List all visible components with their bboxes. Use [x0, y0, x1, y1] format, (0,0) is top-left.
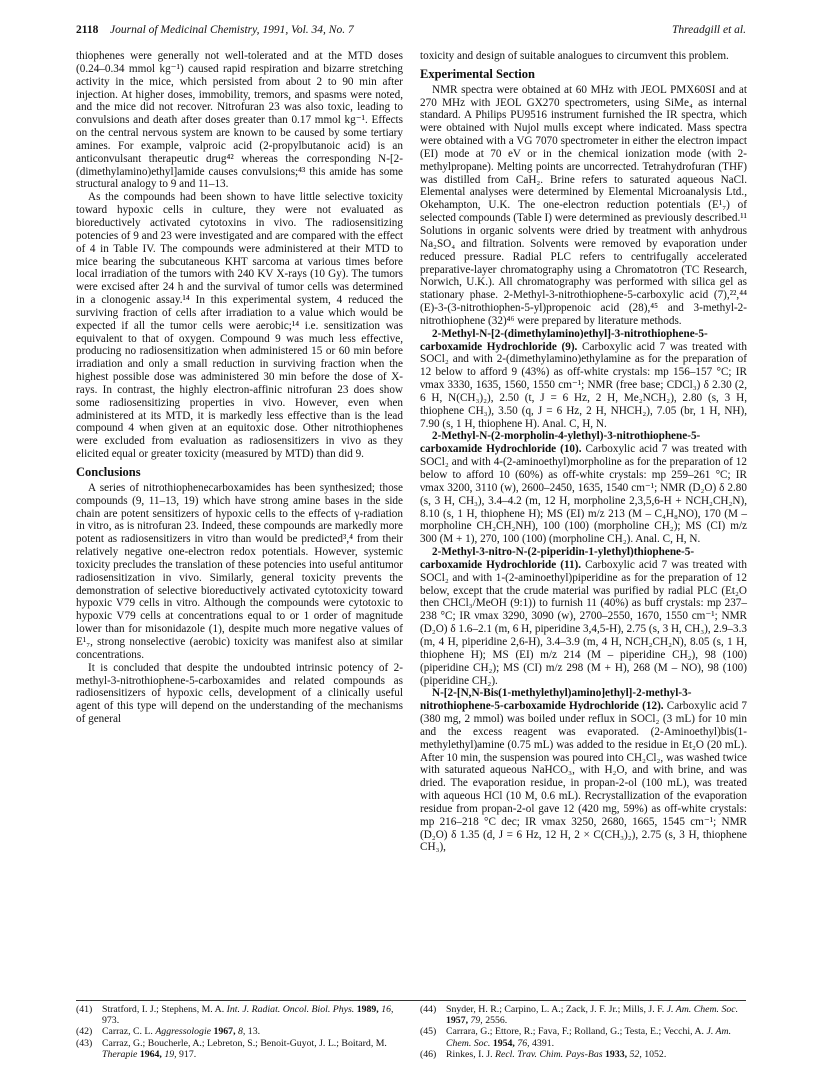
compound-9-text: Carboxylic acid 7 was treated with SOCl₂ and with 2-(dimethylamino)ethylamine as for the preparation of 12 below to afford 9 (43%) as off-white crystals: mp 156–157 °C; IR νmax 3330, 1635, 1560, 1550 cm⁻¹; NMR (free base; CDCl₃) δ 2.30 (2, 6 H, N(CH₃)₂), 2.50 (t, J = 6 Hz, 2 H, Me₂NCH₂), 2.80 (s, 3 H, thiophene CH₃), 3.50 (q, J = 6 Hz, 2 H, NHCH₂), 7.05 (br, 1 H, NH), 7.90 (s, 1 H, thiophene H). Anal. C, H, N. — [420, 340, 747, 430]
right-column — [420, 50, 747, 854]
paragraph-toxicity: thiophenes were generally not well-tolerated and at the MTD doses (0.24–0.34 mmol kg⁻¹) caused rapid respiration and bizarre stretching activity in the mice, which persisted from about 2 to 90 min after injection. At higher doses, immobility, tremors, and spasms were noted, and the mice did not recover. Nitrofuran 23 was also toxic, leading to convulsions and death after doses greater than 0.17 mmol kg⁻¹. Effects on the central nervous system are known to be caused by some tertiary amines. For example, valproic acid (2-propylbutanoic acid) is an anticonvulsant therapeutic drug⁴² whereas the corresponding N-[2-(dimethylamino)ethyl]amide causes convulsions;⁴³ this amide has some structural analogy to 9 and 11–13. — [76, 50, 403, 191]
compound-10-name: 2-Methyl-N-(2-morpholin-4-ylethyl)-3-nitrothiophene-5-carboxamide Hydrochloride (10). — [420, 430, 701, 456]
paragraph-radiosensitizing: As the compounds had been shown to have little selective toxicity toward hypoxic cells in culture, they were not evaluated as bioreductively activated cytotoxins in vivo. The radiosensitizing potencies of 9 and 23 were investigated and are compared with the effect of 4 in Table IV. The compounds were administered at their MTD to mice bearing the subcutaneous KHT sarcoma at various times before local irradiation of the tumors with 240 KV X-rays (10 Gy). The tumors were excised after 24 h and the survival of tumor cells was determined in a clonogenic assay.¹⁴ In this experimental system, 4 reduced the surviving fraction of cells after irradiation to a value which would be expected if all the tumor cells were aerobic;¹⁴ i.e. sensitization was equivalent to that of oxygen. Compound 9 was much less effective, producing no radiosensitization when administered 15 or 60 min before irradiation and only a small reduction in surviving fraction when the highest possible dose was administered 30 min before the dose of X-rays. In contrast, the highly electron-affinic nitrofuran 23 does show some radiosensitizing properties in vivo. However, even when administered at its MTD, it is markedly less effective than is the lead compound 4 when given at an equitoxic dose. Other nitrothiophenes were excluded from evaluation as radiosensitizers in vivo as they elicited equal or greater toxicity (measured by MTD) than did 9. — [76, 191, 403, 461]
paragraph-conclusions-1: A series of nitrothiophenecarboxamides has been synthesized; those compounds (9, 11–13, 19) which have strong amine bases in the side chain are potent sensitizers of hypoxic cells to the effects of γ-radiation in vitro, as is nitrofuran 23. Indeed, these compounds are markedly more potent as radiosensitizers in vitro than would be predicted³,⁴ from their relatively negative one-electron redox potentials. However, systemic toxicity precludes the translation of these potencies into useful antitumor radiosensitization in vivo. Similarly, general toxicity prevents the demonstration of selective bioreductively activated cytotoxicity toward hypoxic V79 cells in vitro. Although the compounds were cytotoxic to hypoxic V79 cells at concentrations equal to or 1 order of magnitude lower than for misonidazole (1), despite much more negative values of E¹₇, strong nonselective (aerobic) toxicity was manifest also at similar concentrations. — [76, 481, 403, 661]
compound-12-name: N-[2-[N,N-Bis(1-methylethyl)amino]ethyl]-2-methyl-3-nitrothiophene-5-carboxamide Hydrochloride (12). — [420, 687, 692, 713]
paragraph-experimental-general: NMR spectra were obtained at 60 MHz with JEOL PMX60SI and at 270 MHz with JEOL GX270 spectrometers, using SiMe₄ as internal standard. A Philips PU9516 instrument furnished the IR spectra, which were obtained with Nujol mulls except where indicated. Mass spectra were obtained with a VG 7070 spectrometer in either the electron impact (EI) mode at 70 eV or in the chemical ionization mode (with 2-methylpropane). Melting points are uncorrected. Tetrahydrofuran (THF) was distilled from CaH₂. Brine refers to saturated aqueous NaCl. Elemental analyses were determined by Elemental Microanalysis Ltd., Okehampton, U.K. The one-electron reduction potentials (E¹₇) of selected compounds (Table I) were determined as previously described.¹¹ Solutions in organic solvents were dried by treatment with anhydrous Na₂SO₄ and filtration. Solvents were removed by evaporation under reduced pressure. Radial PLC refers to centrifugally accelerated preparative-layer chromatography using a Chromatotron (TC Research, Norwich, U.K.). All chromatography was performed with silica gel as stationary phase. 2-Methyl-3-nitrothiophene-5-carboxylic acid (7),²²,⁴⁴ (E)-3-(3-nitrothiophen-5-yl)propenoic acid (28),⁴⁵ and 3-methyl-2-nitrothiophene (32)⁴⁶ were prepared by literature methods. — [420, 83, 747, 327]
references-left — [76, 1004, 406, 1060]
journal-citation: Journal of Medicinal Chemistry, 1991, Vol. 34, No. 7 — [110, 24, 354, 36]
running-authors: Threadgill et al. — [671, 24, 746, 36]
references-right — [420, 1004, 750, 1060]
running-header — [76, 24, 746, 40]
paragraph-conclusions-2: It is concluded that despite the undoubted intrinsic potency of 2-methyl-3-nitrothiophene-5-carboxamides and related compounds as radiosensitizers of hypoxic cells, development of a clinically useful agent of this type will depend on the understanding of the mechanisms of general — [76, 661, 403, 726]
compound-11-text: Carboxylic acid 7 was treated with SOCl₂ and with 1-(2-aminoethyl)piperidine as for the preparation of 12 below, except that the crude material was purified by radial PLC (Et₂O then CHCl₃/MeOH (9:1)) to furnish 11 (40%) as buff crystals: mp 237–238 °C; IR νmax 3290, 3090 (w), 2700–2550, 1670, 1550 cm⁻¹; NMR (D₂O) δ 1.6–2.1 (m, 6 H, piperidine 3,4,5-H), 2.75 (s, 3 H, CH₃), 2.9–3.3 (m, 4 H, piperidine 2,6-H), 3.4–3.9 (m, 4 H, NCH₂CH₂N), 8.05 (s, 1 H, thiophene H); MS (EI) m/z 214 (M – piperidine CH₂), 98 (100) (piperidine CH₂); MS (CI) m/z 298 (M + H), 268 (M – NO), 98 (100) (piperidine CH₂). — [420, 558, 747, 687]
experimental-heading: Experimental Section — [420, 66, 535, 81]
conclusions-heading: Conclusions — [76, 465, 141, 479]
footnote-rule — [76, 1000, 746, 1001]
reference-46: (46) Rinkes, I. J. Recl. Trav. Chim. Pays-Bas 1933, 52, 1052. — [420, 1048, 667, 1060]
compound-12-entry — [420, 687, 747, 854]
compound-10-text: Carboxylic acid 7 was treated with SOCl₂ and with 4-(2-aminoethyl)morpholine as for the preparation of 12 below to afford 10 (60%) as off-white crystals: mp 259–261 °C; IR νmax 3200, 3110 (w), 2600–2450, 1635, 1540 cm⁻¹; NMR (D₂O) δ 2.80 (s, 3 H, CH₃), 3.4–4.2 (m, 12 H, morpholine 2,3,5,6-H + NCH₂CH₂N), 8.10 (s, 1 H, thiophene H); MS (EI) m/z 213 (M – C₄H₈NO), 170 (M – morpholine CH₂CH₂NH), 100 (100) (morpholine CH₂); MS (CI) m/z 300 (M + 1), 270, 100 (100) (morpholine CH₂). Anal. C, H, N. — [420, 443, 747, 546]
page-number: 2118 — [76, 24, 99, 36]
left-column — [76, 50, 403, 726]
reference-44: (44) Snyder, H. R.; Carpino, L. A.; Zack, J. F. Jr.; Mills, J. F. J. Am. Chem. Soc. 1957, 79, 2556. — [420, 1004, 739, 1027]
compound-12-text: Carboxylic acid 7 (380 mg, 2 mmol) was boiled under reflux in SOCl₂ (3 mL) for 10 min and the excess reagent was evaporated. (2-Aminoethyl)bis(1-methylethyl)amine (0.75 mL) was added to the residue in Et₂O (20 mL). After 10 min, the suspension was poured into CH₂Cl₂, was washed twice with saturated aqueous NaHCO₃, with H₂O, and with brine, and was dried. The evaporation residue, in propan-2-ol (100 mL), was treated with aqueous HCl (10 M, 0.6 mL). Recrystallization of the evaporation residue from propan-2-ol gave 12 (420 mg, 59%) as off-white crystals: mp 216–218 °C dec; IR νmax 3250, 2680, 1665, 1545 cm⁻¹; NMR (D₂O) δ 1.35 (d, J = 6 Hz, 12 H, 2 × C(CH₃)₂), 2.75 (s, 3 H, thiophene CH₃), — [420, 700, 748, 854]
reference-45: (45) Carrara, G.; Ettore, R.; Fava, F.; Rolland, G.; Testa, E.; Vecchi, A. J. Am. Chem. Soc. 1954, 76, 4391. — [420, 1026, 732, 1049]
compound-11-name: 2-Methyl-3-nitro-N-(2-piperidin-1-ylethyl)thiophene-5-carboxamide Hydrochloride (11). — [420, 546, 695, 571]
compound-9-entry — [420, 328, 747, 431]
reference-41: (41) Stratford, I. J.; Stephens, M. A. Int. J. Radiat. Oncol. Biol. Phys. 1989, 16, 973. — [76, 1004, 394, 1027]
compound-9-name: 2-Methyl-N-[2-(dimethylamino)ethyl]-3-nitrothiophene-5-carboxamide Hydrochloride (9). — [420, 327, 708, 353]
reference-42: (42) Carraz, C. L. Aggressologie 1967, 8, 13. — [76, 1026, 261, 1038]
compound-11-entry — [420, 546, 747, 687]
reference-43: (43) Carraz, G.; Boucherle, A.; Lebreton, S.; Benoit-Guyot, J. L.; Boitard, M. Therapie 1964, 19, 917. — [76, 1037, 387, 1060]
paragraph-continued: toxicity and design of suitable analogues to circumvent this problem. — [420, 50, 729, 62]
compound-10-entry — [420, 430, 747, 546]
